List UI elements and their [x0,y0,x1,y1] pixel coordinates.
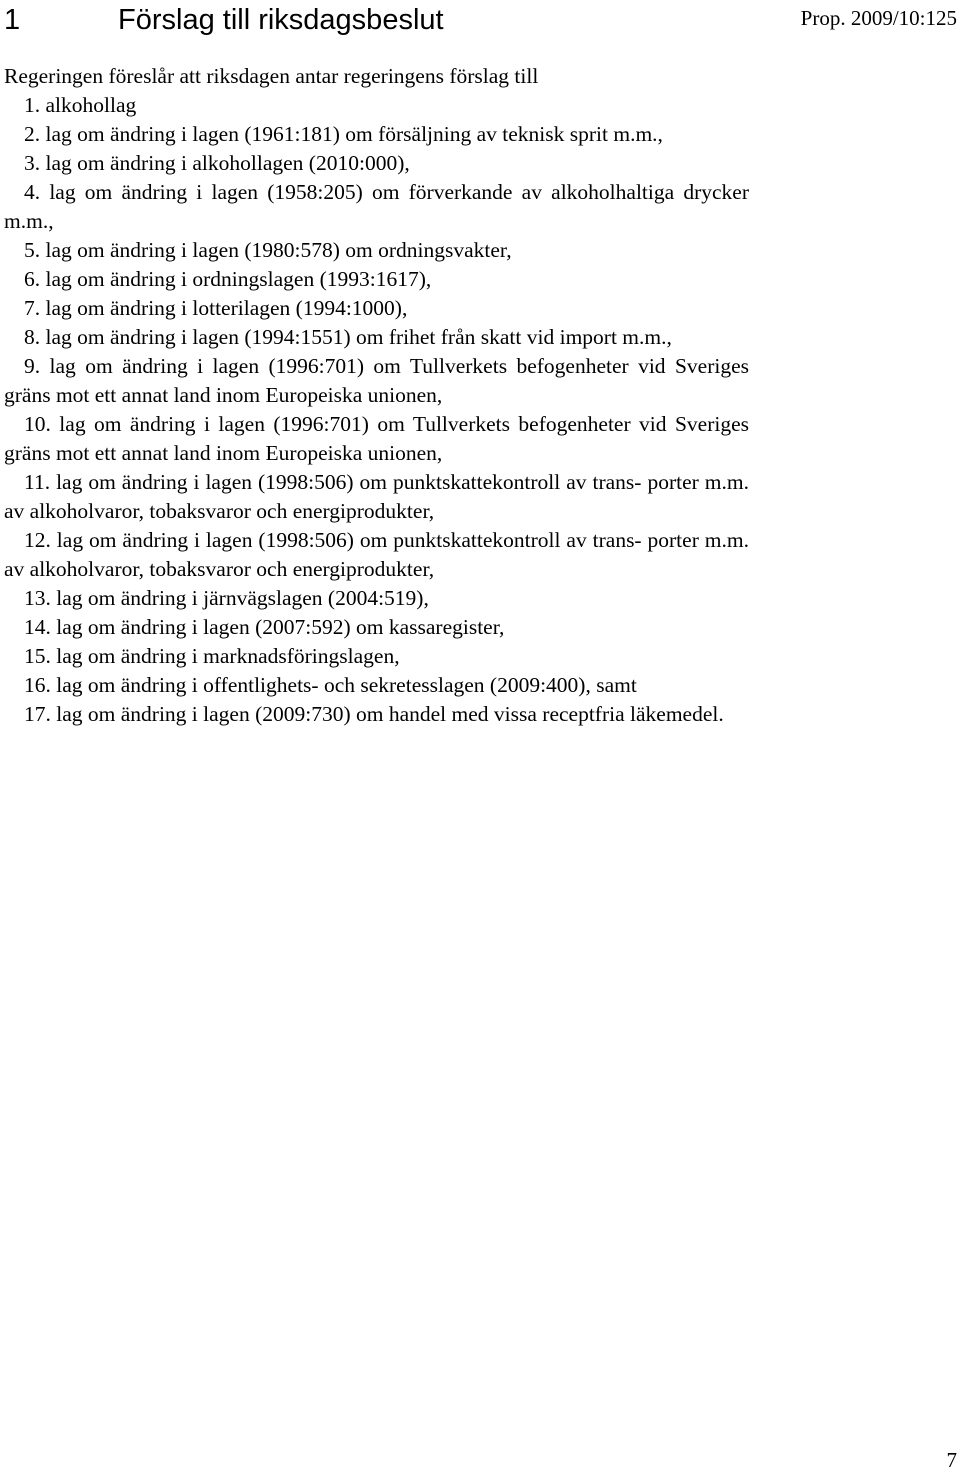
section-heading [4,0,444,40]
section-number: 1 [4,4,21,36]
list-item: 12. lag om ändring i lagen (1998:506) om punktskattekontroll av trans- porter m.m. av alkoholvaror, tobaksvaror och energiprodukter, [4,528,749,581]
list-item: 15. lag om ändring i marknadsföringslagen, [24,644,400,668]
list-item: 14. lag om ändring i lagen (2007:592) om kassaregister, [24,615,505,639]
list-item: 10. lag om ändring i lagen (1996:701) om Tullverkets befogenheter vid Sveriges gräns mot ett annat land inom Europeiska unionen, [4,412,749,465]
list-item: 9. lag om ändring i lagen (1996:701) om Tullverkets befogenheter vid Sveriges gräns mot ett annat land inom Europeiska unionen, [4,354,749,407]
list-item: 6. lag om ändring i ordningslagen (1993:1617), [24,267,432,291]
intro-paragraph: Regeringen föreslår att riksdagen antar regeringens förslag till [4,64,539,88]
list-item: 17. lag om ändring i lagen (2009:730) om handel med vissa receptfria läkemedel. [24,702,724,726]
page-number: 7 [946,1448,957,1472]
list-item: 16. lag om ändring i offentlighets- och sekretesslagen (2009:400), samt [24,673,637,697]
list-item: 3. lag om ändring i alkohollagen (2010:000), [24,151,410,175]
list-item: 8. lag om ändring i lagen (1994:1551) om frihet från skatt vid import m.m., [24,325,672,349]
proposal-body [4,62,749,729]
proposition-reference: Prop. 2009/10:125 [800,6,957,30]
list-item: 1. alkohollag [24,93,137,117]
section-title: Förslag till riksdagsbeslut [118,4,444,36]
list-item: 5. lag om ändring i lagen (1980:578) om ordningsvakter, [24,238,512,262]
list-item: 4. lag om ändring i lagen (1958:205) om förverkande av alkoholhaltiga drycker m.m., [4,180,749,233]
list-item: 13. lag om ändring i järnvägslagen (2004:519), [24,586,429,610]
list-item: 2. lag om ändring i lagen (1961:181) om försäljning av teknisk sprit m.m., [24,122,663,146]
list-item: 7. lag om ändring i lotterilagen (1994:1000), [24,296,408,320]
list-item: 11. lag om ändring i lagen (1998:506) om punktskattekontroll av trans- porter m.m. av alkoholvaror, tobaksvaror och energiprodukter, [4,470,749,523]
